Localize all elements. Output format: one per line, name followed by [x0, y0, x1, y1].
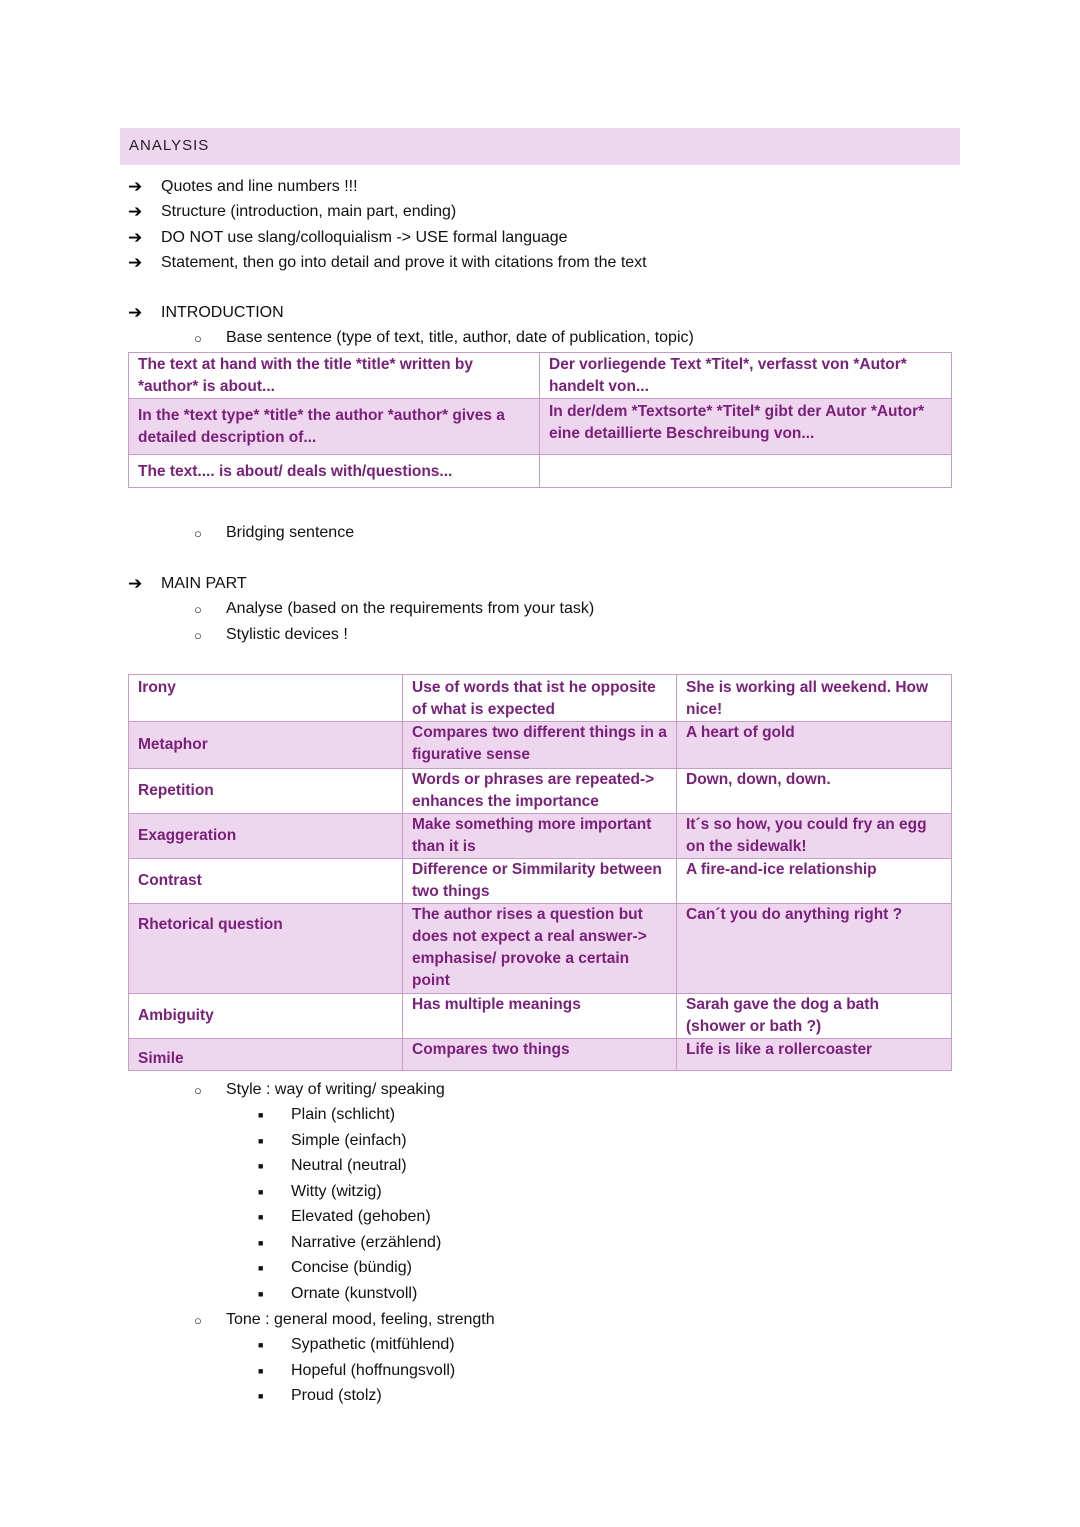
circle-bullet-icon: ○ [194, 1312, 202, 1328]
device-name: Contrast [129, 859, 403, 904]
analyse-bullet: ○ Analyse (based on the requirements from your task) [194, 600, 595, 617]
table-cell: In the *text type* *title* the author *author* gives a detailed description of... [129, 399, 540, 455]
square-bullet-icon: ■ [258, 1136, 264, 1146]
device-example: Can´t you do anything right ? [677, 904, 952, 994]
list-item: ■ Plain (schlicht) [258, 1106, 396, 1123]
device-definition: Use of words that ist he opposite of what is expected [403, 675, 677, 722]
circle-bullet-icon: ○ [194, 627, 202, 643]
bridging-sentence-bullet: ○ Bridging sentence [194, 524, 355, 541]
list-item: ➔ DO NOT use slang/colloquialism -> USE formal language [128, 225, 647, 251]
right-arrow-icon: ➔ [128, 574, 143, 593]
device-name: Exaggeration [129, 814, 403, 859]
device-example: Life is like a rollercoaster [677, 1039, 952, 1071]
right-arrow-icon: ➔ [128, 253, 143, 273]
device-example: It´s so how, you could fry an egg on the sidewalk! [677, 814, 952, 859]
right-arrow-icon: ➔ [128, 227, 143, 247]
table-row [129, 399, 952, 455]
device-definition: Make something more important than it is [403, 814, 677, 859]
square-bullet-icon: ■ [258, 1110, 264, 1120]
table-row [129, 675, 952, 722]
list-item: ■ Narrative (erzählend) [258, 1234, 442, 1251]
table-row [129, 814, 952, 859]
square-bullet-icon: ■ [258, 1366, 264, 1376]
table-row [129, 994, 952, 1039]
list-item: ■ Concise (bündig) [258, 1259, 412, 1276]
circle-bullet-icon: ○ [194, 330, 202, 346]
device-name: Irony [129, 675, 403, 722]
circle-bullet-icon: ○ [194, 1082, 202, 1098]
list-item: ■ Elevated (gehoben) [258, 1208, 431, 1225]
list-item: ■ Sypathetic (mitfühlend) [258, 1336, 455, 1353]
square-bullet-icon: ■ [258, 1161, 264, 1171]
list-item: ➔ Quotes and line numbers !!! [128, 174, 647, 200]
square-bullet-icon: ■ [258, 1238, 264, 1248]
style-bullet: ○ Style : way of writing/ speaking [194, 1081, 445, 1098]
right-arrow-icon: ➔ [128, 303, 143, 322]
table-row [129, 769, 952, 814]
table-cell: The text at hand with the title *title* written by *author* is about... [129, 353, 540, 399]
table-row [129, 722, 952, 769]
square-bullet-icon: ■ [258, 1340, 264, 1350]
device-name: Repetition [129, 769, 403, 814]
square-bullet-icon: ■ [258, 1212, 264, 1222]
device-example: Down, down, down. [677, 769, 952, 814]
device-name: Ambiguity [129, 994, 403, 1039]
device-definition: Difference or Simmilarity between two things [403, 859, 677, 904]
right-arrow-icon: ➔ [128, 202, 143, 222]
stylistic-devices-bullet: ○ Stylistic devices ! [194, 626, 348, 643]
main-part-heading: ➔ MAIN PART [128, 574, 247, 593]
key-points-list [128, 174, 647, 276]
square-bullet-icon: ■ [258, 1187, 264, 1197]
table-cell: The text.... is about/ deals with/questions... [129, 455, 540, 488]
device-definition: Compares two things [403, 1039, 677, 1071]
device-name: Rhetorical question [129, 904, 403, 994]
device-definition: Has multiple meanings [403, 994, 677, 1039]
table-cell [540, 455, 952, 488]
square-bullet-icon: ■ [258, 1289, 264, 1299]
device-example: A fire-and-ice relationship [677, 859, 952, 904]
list-item: ■ Simple (einfach) [258, 1132, 407, 1149]
list-item: ■ Hopeful (hoffnungsvoll) [258, 1362, 456, 1379]
introduction-heading: ➔ INTRODUCTION [128, 303, 284, 322]
list-item: ➔ Structure (introduction, main part, ending) [128, 200, 647, 226]
device-definition: Compares two different things in a figurative sense [403, 722, 677, 769]
device-example: She is working all weekend. How nice! [677, 675, 952, 722]
table-row [129, 904, 952, 994]
list-item: ■ Witty (witzig) [258, 1183, 382, 1200]
table-row [129, 353, 952, 399]
stylistic-devices-table [128, 674, 952, 1071]
device-name: Metaphor [129, 722, 403, 769]
tone-bullet: ○ Tone : general mood, feeling, strength [194, 1311, 495, 1328]
device-name: Simile [129, 1039, 403, 1071]
base-sentence-bullet: ○ Base sentence (type of text, title, author, date of publication, topic) [194, 329, 694, 346]
device-example: A heart of gold [677, 722, 952, 769]
list-item: ■ Proud (stolz) [258, 1387, 382, 1404]
circle-bullet-icon: ○ [194, 525, 202, 541]
header-title: ANALYSIS [129, 137, 210, 154]
table-row [129, 1039, 952, 1071]
list-item: ■ Neutral (neutral) [258, 1157, 407, 1174]
square-bullet-icon: ■ [258, 1391, 264, 1401]
table-row [129, 455, 952, 488]
square-bullet-icon: ■ [258, 1263, 264, 1273]
circle-bullet-icon: ○ [194, 601, 202, 617]
table-cell: In der/dem *Textsorte* *Titel* gibt der Autor *Autor* eine detaillierte Beschreibung von... [540, 399, 952, 455]
list-item: ■ Ornate (kunstvoll) [258, 1285, 418, 1302]
table-cell: Der vorliegende Text *Titel*, verfasst von *Autor* handelt von... [540, 353, 952, 399]
device-definition: Words or phrases are repeated-> enhances the importance [403, 769, 677, 814]
section-header [120, 128, 960, 165]
list-item: ➔ Statement, then go into detail and prove it with citations from the text [128, 251, 647, 277]
device-definition: The author rises a question but does not expect a real answer-> emphasise/ provoke a certain point [403, 904, 677, 994]
right-arrow-icon: ➔ [128, 176, 143, 196]
device-example: Sarah gave the dog a bath (shower or bath ?) [677, 994, 952, 1039]
introduction-table [128, 352, 952, 488]
table-row [129, 859, 952, 904]
